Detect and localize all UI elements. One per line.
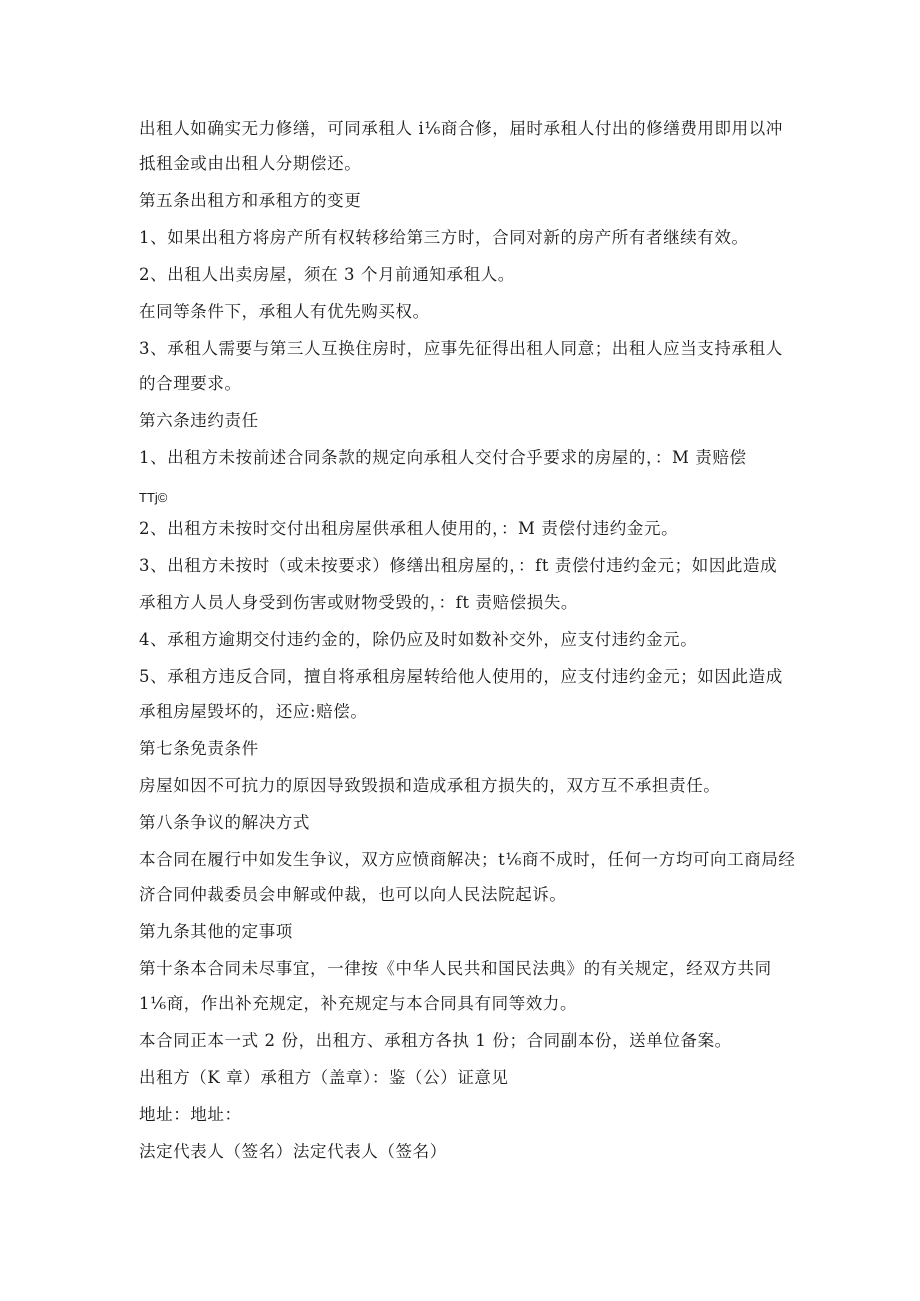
paragraph-line: 抵租金或由出租人分期偿还。	[139, 154, 362, 173]
paragraph-line: 出租人如确实无力修缮，可同承租人 i⅙商合修，届时承租人付出的修缮费用即用以冲	[139, 119, 783, 138]
paragraph-line: 第十条本合同未尽事宜，一律按《中华人民共和国民法典》的有关规定，经双方共同	[139, 959, 772, 978]
paragraph-line: 3、承租人需要与第三人互换住房时，应事先征得出租人同意；出租人应当支持承租人	[139, 339, 783, 358]
paragraph-line: 的合理要求。	[139, 374, 242, 393]
paragraph-line: 1、如果出租方将房产所有权转移给第三方时，合同对新的房产所有者继续有效。	[139, 228, 749, 247]
paragraph-line: 房屋如因不可抗力的原因导致毁损和造成承租方损失的，双方互不承担责任。	[139, 776, 721, 795]
section-heading: 第六条违约责任	[139, 411, 259, 430]
section-heading: 第五条出租方和承租方的变更	[139, 191, 362, 210]
section-heading: 第九条其他的定事项	[139, 922, 293, 941]
paragraph-line: 3、出租方未按时（或未按要求）修缮出租房屋的，：ft 责偿付违约金元；如因此造成	[139, 556, 778, 575]
address-line: 地址：地址：	[139, 1105, 242, 1124]
representative-line: 法定代表人（签名）法定代表人（签名）	[139, 1142, 447, 1161]
section-heading: 第八条争议的解决方式	[139, 813, 310, 832]
paragraph-line: 本合同在履行中如发生争议，双方应愤商解决；t⅙商不成时，任何一方均可向工商局经	[139, 850, 796, 869]
paragraph-line: 1⅙商，作出补充规定，补充规定与本合同具有同等效力。	[139, 994, 578, 1013]
paragraph-line: 在同等条件下，承租人有优先购买权。	[139, 302, 430, 321]
signature-line: 出租方（K 章）承租方（盖章）：鉴（公）证意见	[139, 1068, 509, 1087]
paragraph-line: 1、出租方未按前述合同条款的规定向承租人交付合乎要求的房屋的，：M 责赔偿	[139, 448, 747, 467]
paragraph-line: 5、承租方违反合同，擅自将承租房屋转给他人使用的，应支付违约金元；如因此造成	[139, 667, 783, 686]
paragraph-line: 济合同仲裁委员会申解或仲裁，也可以向人民法院起诉。	[139, 885, 567, 904]
paragraph-line: 本合同正本一式 2 份，出租方、承租方各执 1 份；合同副本份，送单位备案。	[139, 1031, 732, 1050]
paragraph-line: 2、出租人出卖房屋，须在 3 个月前通知承租人。	[139, 265, 515, 284]
paragraph-line: 承租方人员人身受到伤害或财物受毁的，：ft 责赔偿损失。	[139, 593, 579, 612]
paragraph-line: 承租房屋毁坏的，还应:赔偿。	[139, 702, 368, 721]
garbled-text-line: TTj©	[139, 490, 168, 505]
paragraph-line: 4、承租方逾期交付违约金的，除仍应及时如数补交外，应支付违约金元。	[139, 630, 698, 649]
paragraph-line: 2、出租方未按时交付出租房屋供承租人使用的，：M 责偿付违约金元。	[139, 519, 679, 538]
section-heading: 第七条免责条件	[139, 739, 259, 758]
